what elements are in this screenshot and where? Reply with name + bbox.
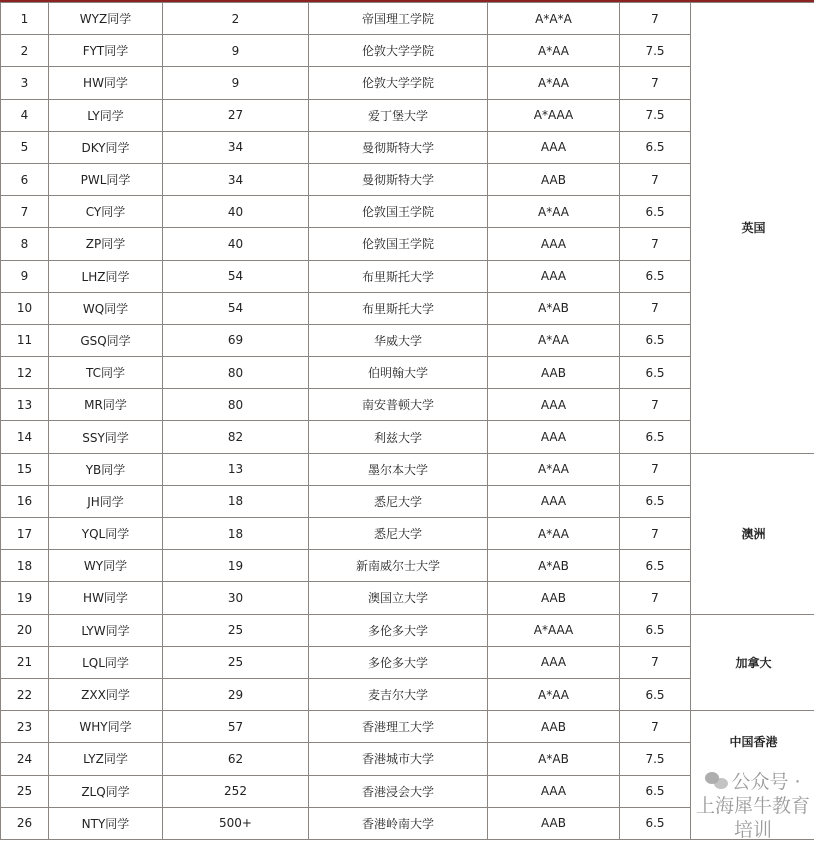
ielts-cell: 6.5 [620,131,691,163]
student-name-cell: HW同学 [49,582,163,614]
watermark-text: 公众号 · 上海犀牛教育培训 [696,771,811,841]
rank-cell: 500+ [163,807,309,839]
index-cell: 19 [1,582,49,614]
rank-cell: 27 [163,99,309,131]
grades-cell: A*AAA [488,99,620,131]
student-name-cell: ZP同学 [49,228,163,260]
rank-cell: 13 [163,453,309,485]
rank-cell: 9 [163,35,309,67]
grades-cell: A*AA [488,453,620,485]
ielts-cell: 7 [620,389,691,421]
index-cell: 4 [1,99,49,131]
index-cell: 26 [1,807,49,839]
student-name-cell: YB同学 [49,453,163,485]
ielts-cell: 7.5 [620,99,691,131]
university-cell: 曼彻斯特大学 [309,163,488,195]
student-name-cell: MR同学 [49,389,163,421]
ielts-cell: 6.5 [620,421,691,453]
student-name-cell: CY同学 [49,196,163,228]
grades-cell: AAA [488,646,620,678]
rank-cell: 18 [163,485,309,517]
student-name-cell: JH同学 [49,485,163,517]
student-name-cell: LYW同学 [49,614,163,646]
student-name-cell: LHZ同学 [49,260,163,292]
ielts-cell: 7 [620,228,691,260]
student-name-cell: ZXX同学 [49,678,163,710]
rank-cell: 62 [163,743,309,775]
student-name-cell: WQ同学 [49,292,163,324]
student-name-cell: FYT同学 [49,35,163,67]
ielts-cell: 7 [620,67,691,99]
rank-cell: 40 [163,228,309,260]
index-cell: 21 [1,646,49,678]
university-cell: 华威大学 [309,324,488,356]
rank-cell: 9 [163,67,309,99]
rank-cell: 18 [163,518,309,550]
grades-cell: AAA [488,775,620,807]
student-name-cell: GSQ同学 [49,324,163,356]
university-cell: 布里斯托大学 [309,260,488,292]
grades-cell: A*AA [488,35,620,67]
student-name-cell: LQL同学 [49,646,163,678]
grades-cell: AAA [488,260,620,292]
grades-cell: A*AA [488,518,620,550]
table-row [1,3,814,35]
university-cell: 香港理工大学 [309,711,488,743]
index-cell: 22 [1,678,49,710]
index-cell: 12 [1,357,49,389]
grades-cell: AAA [488,131,620,163]
ielts-cell: 6.5 [620,614,691,646]
watermark [696,770,810,842]
grades-cell: AAB [488,711,620,743]
ielts-cell: 7 [620,3,691,35]
ielts-cell: 7 [620,582,691,614]
student-name-cell: WY同学 [49,550,163,582]
ielts-cell: 6.5 [620,485,691,517]
university-cell: 伯明翰大学 [309,357,488,389]
index-cell: 8 [1,228,49,260]
index-cell: 18 [1,550,49,582]
university-cell: 爱丁堡大学 [309,99,488,131]
rank-cell: 2 [163,3,309,35]
grades-cell: A*AAA [488,614,620,646]
student-name-cell: LY同学 [49,99,163,131]
rank-cell: 19 [163,550,309,582]
ielts-cell: 6.5 [620,260,691,292]
rank-cell: 34 [163,131,309,163]
admissions-table [0,2,814,840]
index-cell: 2 [1,35,49,67]
index-cell: 13 [1,389,49,421]
university-cell: 新南威尔士大学 [309,550,488,582]
grades-cell: A*AA [488,678,620,710]
ielts-cell: 6.5 [620,775,691,807]
grades-cell: A*AB [488,743,620,775]
grades-cell: AAB [488,582,620,614]
index-cell: 15 [1,453,49,485]
university-cell: 伦敦大学学院 [309,35,488,67]
grades-cell: A*AA [488,324,620,356]
grades-cell: A*AB [488,292,620,324]
index-cell: 17 [1,518,49,550]
index-cell: 16 [1,485,49,517]
student-name-cell: WYZ同学 [49,3,163,35]
rank-cell: 54 [163,260,309,292]
university-cell: 香港岭南大学 [309,807,488,839]
grades-cell: AAA [488,389,620,421]
grades-cell: AAA [488,228,620,260]
index-cell: 10 [1,292,49,324]
region-cell: 加拿大 [691,614,814,711]
ielts-cell: 7 [620,163,691,195]
ielts-cell: 6.5 [620,324,691,356]
region-cell: 中国香港 [691,711,814,840]
grades-cell: A*A*A [488,3,620,35]
student-name-cell: ZLQ同学 [49,775,163,807]
region-cell: 澳洲 [691,453,814,614]
ielts-cell: 7 [620,711,691,743]
university-cell: 利兹大学 [309,421,488,453]
ielts-cell: 7 [620,518,691,550]
rank-cell: 82 [163,421,309,453]
student-name-cell: SSY同学 [49,421,163,453]
rank-cell: 30 [163,582,309,614]
university-cell: 澳国立大学 [309,582,488,614]
index-cell: 25 [1,775,49,807]
grades-cell: AAB [488,163,620,195]
grades-cell: A*AA [488,196,620,228]
university-cell: 伦敦国王学院 [309,228,488,260]
index-cell: 24 [1,743,49,775]
table-row [1,453,814,485]
table-row [1,711,814,743]
university-cell: 悉尼大学 [309,518,488,550]
ielts-cell: 6.5 [620,678,691,710]
ielts-cell: 6.5 [620,807,691,839]
index-cell: 23 [1,711,49,743]
rank-cell: 29 [163,678,309,710]
grades-cell: AAB [488,807,620,839]
grades-cell: AAA [488,421,620,453]
student-name-cell: NTY同学 [49,807,163,839]
index-cell: 7 [1,196,49,228]
region-cell: 英国 [691,3,814,454]
rank-cell: 80 [163,357,309,389]
index-cell: 9 [1,260,49,292]
student-name-cell: DKY同学 [49,131,163,163]
ielts-cell: 7 [620,453,691,485]
ielts-cell: 6.5 [620,357,691,389]
university-cell: 悉尼大学 [309,485,488,517]
student-name-cell: WHY同学 [49,711,163,743]
university-cell: 麦吉尔大学 [309,678,488,710]
index-cell: 5 [1,131,49,163]
university-cell: 伦敦大学学院 [309,67,488,99]
index-cell: 3 [1,67,49,99]
university-cell: 伦敦国王学院 [309,196,488,228]
table-row [1,614,814,646]
ielts-cell: 7.5 [620,35,691,67]
rank-cell: 80 [163,389,309,421]
student-name-cell: TC同学 [49,357,163,389]
index-cell: 14 [1,421,49,453]
rank-cell: 57 [163,711,309,743]
grades-cell: A*AB [488,550,620,582]
university-cell: 香港城市大学 [309,743,488,775]
grades-cell: AAA [488,485,620,517]
ielts-cell: 6.5 [620,196,691,228]
university-cell: 香港浸会大学 [309,775,488,807]
student-name-cell: LYZ同学 [49,743,163,775]
rank-cell: 40 [163,196,309,228]
university-cell: 南安普顿大学 [309,389,488,421]
university-cell: 布里斯托大学 [309,292,488,324]
university-cell: 多伦多大学 [309,646,488,678]
rank-cell: 34 [163,163,309,195]
ielts-cell: 7 [620,292,691,324]
university-cell: 墨尔本大学 [309,453,488,485]
rank-cell: 25 [163,646,309,678]
ielts-cell: 7.5 [620,743,691,775]
rank-cell: 25 [163,614,309,646]
index-cell: 11 [1,324,49,356]
university-cell: 多伦多大学 [309,614,488,646]
wechat-icon [705,771,729,790]
student-name-cell: HW同学 [49,67,163,99]
index-cell: 6 [1,163,49,195]
ielts-cell: 7 [620,646,691,678]
rank-cell: 69 [163,324,309,356]
rank-cell: 54 [163,292,309,324]
index-cell: 1 [1,3,49,35]
ielts-cell: 6.5 [620,550,691,582]
grades-cell: AAB [488,357,620,389]
student-name-cell: PWL同学 [49,163,163,195]
grades-cell: A*AA [488,67,620,99]
university-cell: 帝国理工学院 [309,3,488,35]
university-cell: 曼彻斯特大学 [309,131,488,163]
index-cell: 20 [1,614,49,646]
rank-cell: 252 [163,775,309,807]
student-name-cell: YQL同学 [49,518,163,550]
